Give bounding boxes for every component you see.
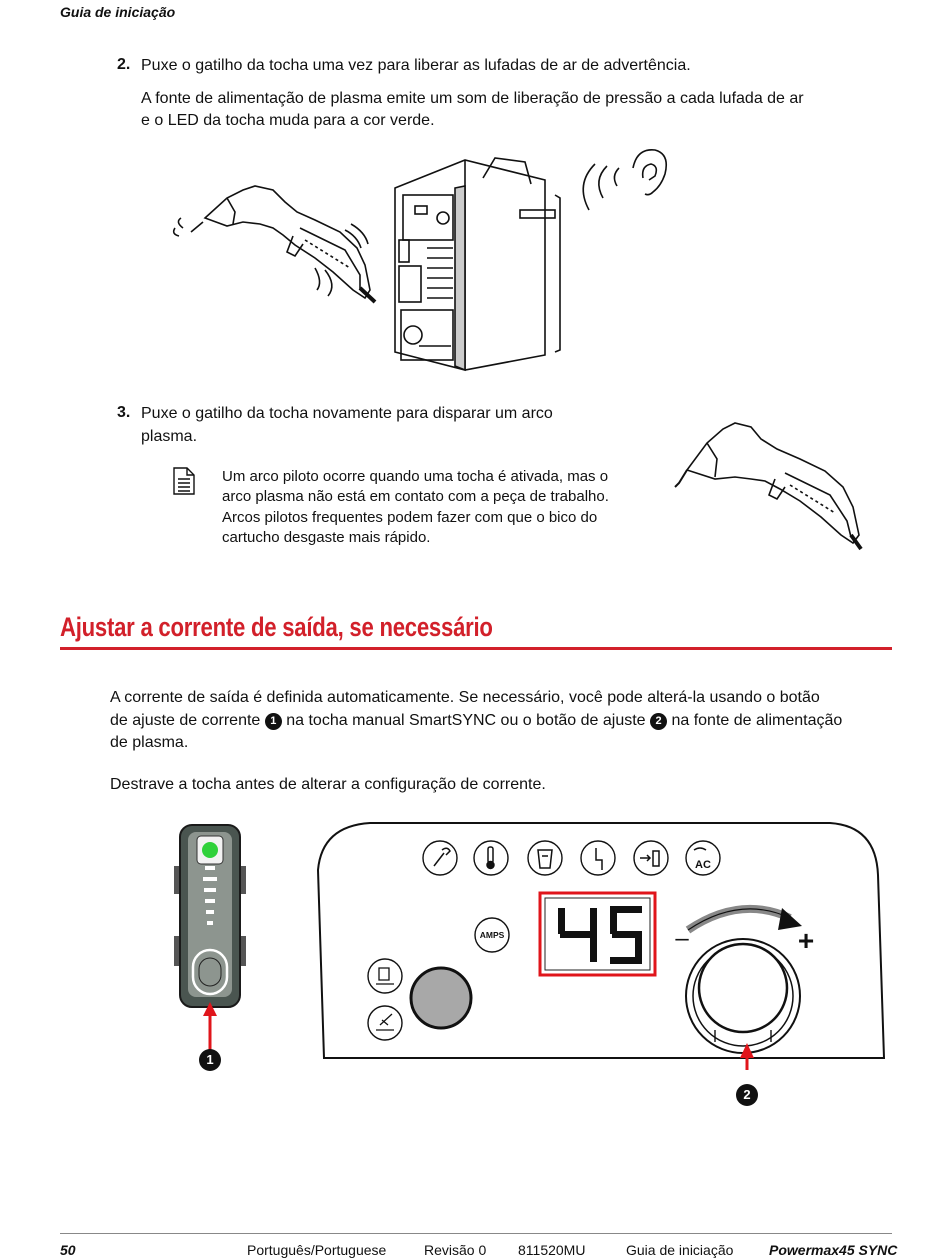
torch-firing-illustration <box>665 415 870 560</box>
fault-icon <box>581 841 615 875</box>
torch-icon <box>174 186 375 302</box>
footer-doc-number: 811520MU <box>518 1242 586 1258</box>
cut-mode-icon[interactable] <box>368 959 402 993</box>
callout-badge-2: 2 <box>736 1084 758 1106</box>
step-text: Puxe o gatilho da tocha novamente para disparar um arco <box>141 405 553 422</box>
body-text: de ajuste de corrente <box>110 712 261 729</box>
footer-section: Guia de iniciação <box>626 1242 734 1258</box>
note-line: Arcos pilotos frequentes podem fazer com que o bico do <box>222 509 598 526</box>
footer-divider <box>60 1233 892 1234</box>
section-divider <box>60 647 892 650</box>
torch-icon <box>675 423 861 549</box>
body-text: na fonte de alimentação <box>671 712 843 729</box>
control-panel <box>310 820 890 1070</box>
torch-power-supply-illustration <box>165 140 685 380</box>
current-adjust-knob[interactable] <box>686 939 800 1053</box>
note-line: Um arco piloto ocorre quando uma tocha é ativada, mas o <box>222 468 609 485</box>
ear-icon <box>583 150 666 210</box>
temperature-icon <box>474 841 508 875</box>
amps-label: AMPS <box>479 930 505 940</box>
level-bar <box>204 888 216 892</box>
level-bar <box>206 910 214 914</box>
callout-badge-2: 2 <box>650 713 667 730</box>
callout-badge-1: 1 <box>199 1049 221 1071</box>
step-paragraph-line: e o LED da tocha muda para a cor verde. <box>141 112 435 129</box>
body-paragraph-line: A corrente de saída é definida automaticamente. Se necessário, você pode alterá-la usando o botão <box>110 689 820 706</box>
step-paragraph-line: A fonte de alimentação de plasma emite um som de liberação de pressão a cada lufada de ar <box>141 90 804 107</box>
ac-label: AC <box>695 859 711 871</box>
running-header: Guia de iniciação <box>60 4 176 20</box>
current-adjust-button[interactable] <box>193 950 227 994</box>
body-paragraph-line <box>110 709 842 732</box>
plus-sign: + <box>797 925 815 956</box>
body-paragraph: Destrave a tocha antes de alterar a configuração de corrente. <box>110 776 546 793</box>
footer-language: Português/Portuguese <box>247 1242 387 1258</box>
section-title: Ajustar a corrente de saída, se necessário <box>60 612 493 642</box>
level-bar <box>207 921 213 925</box>
level-bar <box>205 899 215 903</box>
minus-sign: – <box>675 925 689 952</box>
step-text: Puxe o gatilho da tocha uma vez para liberar as lufadas de ar de advertência. <box>141 57 691 74</box>
page-number: 50 <box>60 1242 76 1258</box>
footer-revision: Revisão 0 <box>424 1242 487 1258</box>
callout-badge-1: 1 <box>265 713 282 730</box>
step-text: plasma. <box>141 428 198 445</box>
torch-current-control <box>170 820 250 1080</box>
body-text: na tocha manual SmartSYNC ou o botão de ajuste <box>286 712 646 729</box>
note-line: arco plasma não está em contato com a peça de trabalho. <box>222 488 609 505</box>
consumable-icon <box>528 841 562 875</box>
level-bar <box>203 877 217 881</box>
note-icon <box>173 467 195 495</box>
step-number: 3. <box>117 404 131 421</box>
footer-product: Powermax45 SYNC <box>769 1242 898 1258</box>
status-led <box>202 842 218 858</box>
body-paragraph-line: de plasma. <box>110 734 189 751</box>
step-number: 2. <box>117 56 131 73</box>
note-line: cartucho desgaste mais rápido. <box>222 529 431 546</box>
display-value: 45 <box>600 972 602 973</box>
mode-selector-button[interactable] <box>411 968 471 1028</box>
power-supply-illustration <box>395 158 560 370</box>
